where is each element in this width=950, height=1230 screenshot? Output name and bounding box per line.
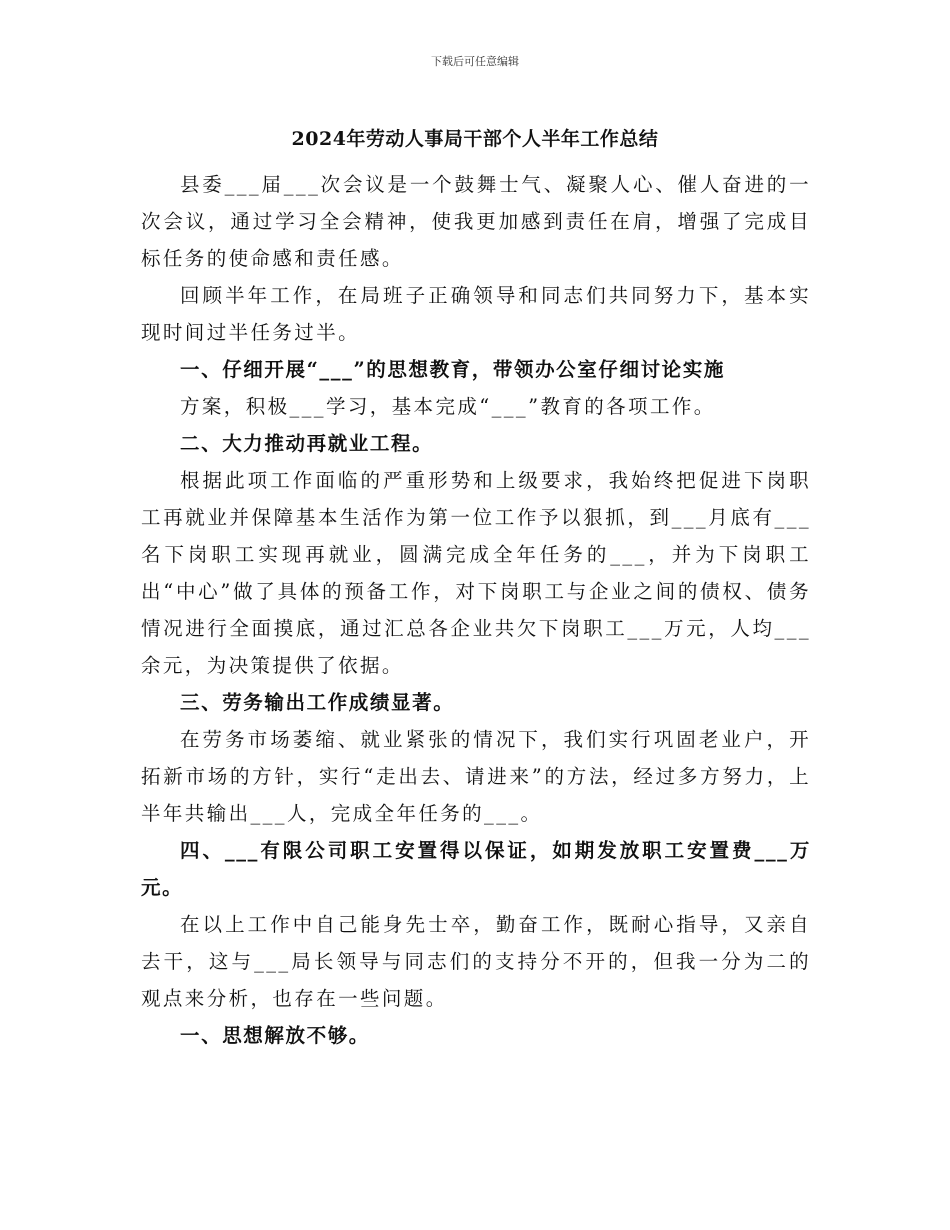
paragraph-3: 方案，积极___学习，基本完成“___”教育的各项工作。 bbox=[180, 395, 716, 418]
section-heading-4: 四、___有限公司职工安置得以保证，如期发放职工安置费___万元。 bbox=[141, 839, 811, 899]
paragraph-1: 县委___届___次会议是一个鼓舞士气、凝聚人心、催人奋进的一次会议，通过学习全会精神，使我更加感到责任在肩，增强了完成目标任务的使命感和责任感。 bbox=[141, 173, 811, 270]
header-note: 下载后可任意编辑 bbox=[431, 55, 519, 68]
paragraph-5: 在劳务市场萎缩、就业紧张的情况下，我们实行巩固老业户，开拓新市场的方针，实行“走出去、请进来”的方法，经过多方努力，上半年共输出___人，完成全年任务的___。 bbox=[141, 728, 811, 825]
section-heading-3: 三、劳务输出工作成绩显著。 bbox=[180, 691, 455, 714]
document-body bbox=[141, 166, 811, 1054]
paragraph-2: 回顾半年工作，在局班子正确领导和同志们共同努力下，基本实现时间过半任务过半。 bbox=[141, 284, 811, 344]
section-heading-5: 一、思想解放不够。 bbox=[180, 1024, 370, 1047]
section-heading-2: 二、大力推动再就业工程。 bbox=[180, 432, 434, 455]
document-title: 2024年劳动人事局干部个人半年工作总结 bbox=[291, 128, 659, 150]
paragraph-6: 在以上工作中自己能身先士卒，勤奋工作，既耐心指导，又亲自去干，这与___局长领导与同志们的支持分不开的，但我一分为二的观点来分析，也存在一些问题。 bbox=[141, 913, 811, 1010]
section-heading-1: 一、仔细开展“___”的思想教育，带领办公室仔细讨论实施 bbox=[180, 358, 725, 381]
paragraph-4: 根据此项工作面临的严重形势和上级要求，我始终把促进下岗职工再就业并保障基本生活作为第一位工作予以狠抓，到___月底有___名下岗职工实现再就业，圆满完成全年任务的___，并为下岗职工出“中心”做了具体的预备工作，对下岗职工与企业之间的债权、债务情况进行全面摸底，通过汇总各企业共欠下岗职工___万元，人均___余元，为决策提供了依据。 bbox=[141, 469, 811, 677]
